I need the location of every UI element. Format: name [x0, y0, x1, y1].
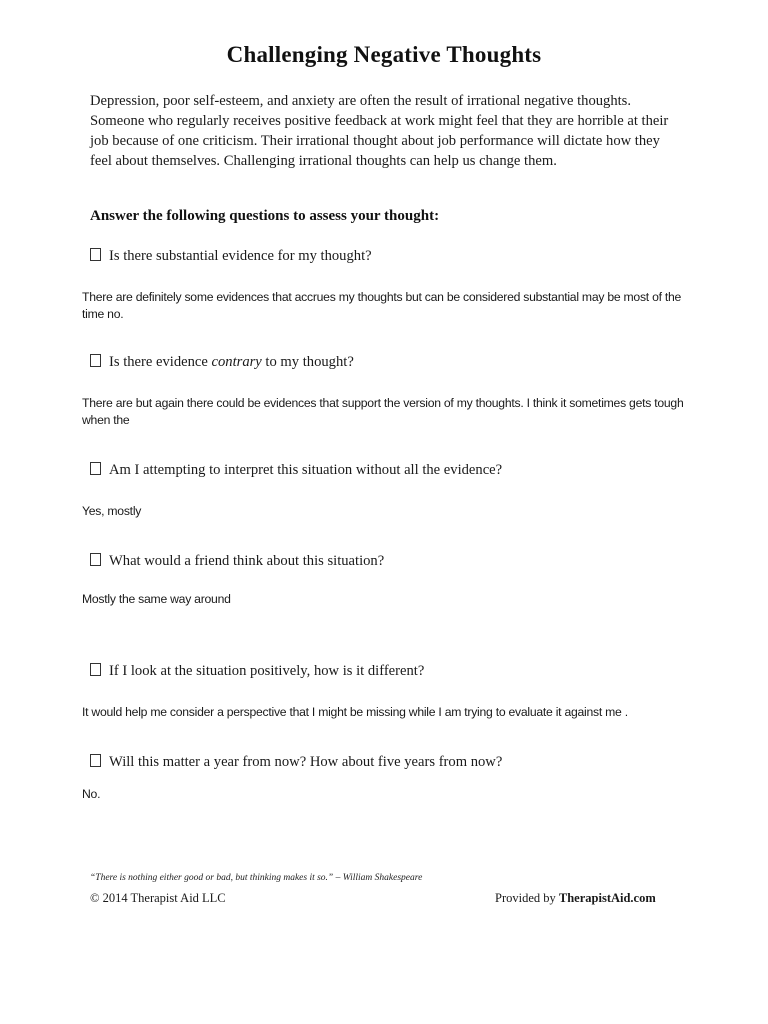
question-2-text-after: to my thought? — [261, 354, 354, 370]
question-6 — [90, 754, 502, 771]
question-1-text: Is there substantial evidence for my thought? — [109, 248, 372, 264]
question-2-text-before: Is there evidence — [109, 354, 212, 370]
question-5 — [90, 663, 424, 680]
answer-2: There are but again there could be evidences that support the version of my thoughts. I think it sometimes gets tough when the — [82, 396, 684, 427]
checkbox-icon[interactable] — [90, 248, 101, 261]
answer-3: Yes, mostly — [82, 504, 142, 518]
brand-link[interactable]: TherapistAid.com — [558, 891, 656, 905]
question-4-text: What would a friend think about this situation? — [109, 553, 385, 569]
question-2-emphasis: contrary — [211, 354, 262, 370]
answer-5: It would help me consider a perspective that I might be missing while I am trying to evaluate it against me . — [82, 705, 628, 719]
answer-6: No. — [82, 787, 101, 801]
checkbox-icon[interactable] — [90, 462, 101, 475]
copyright-text: © 2014 Therapist Aid LLC — [90, 891, 226, 905]
answer-1: There are definitely some evidences that accrues my thoughts but can be considered substantial may be most of the time no. — [82, 290, 682, 321]
question-2 — [90, 354, 354, 371]
question-6-text: Will this matter a year from now? How about five years from now? — [109, 754, 503, 770]
shakespeare-quote: “There is nothing either good or bad, but thinking makes it so.” – William Shakespeare — [90, 873, 423, 883]
instruction-heading: Answer the following questions to assess your thought: — [90, 208, 440, 224]
answer-4: Mostly the same way around — [82, 592, 231, 606]
intro-paragraph: Depression, poor self-esteem, and anxiety are often the result of irrational negative thoughts. Someone who regularly receives positive feedback at work might feel that they are horrible at their job because of one criticism. Their irrational thought about job performance will dictate how they feel about themselves. Challenging irrational thoughts can help us change them. — [90, 93, 669, 169]
checkbox-icon[interactable] — [90, 354, 101, 367]
question-3-text: Am I attempting to interpret this situation without all the evidence? — [109, 462, 503, 478]
provided-by-prefix: Provided by — [495, 891, 559, 905]
checkbox-icon[interactable] — [90, 754, 101, 767]
page-title: Challenging Negative Thoughts — [226, 42, 542, 67]
question-1 — [90, 248, 372, 265]
question-4 — [90, 553, 384, 570]
question-5-text: If I look at the situation positively, how is it different? — [109, 663, 425, 679]
provided-by — [495, 891, 656, 906]
checkbox-icon[interactable] — [90, 663, 101, 676]
question-3 — [90, 462, 502, 479]
checkbox-icon[interactable] — [90, 553, 101, 566]
